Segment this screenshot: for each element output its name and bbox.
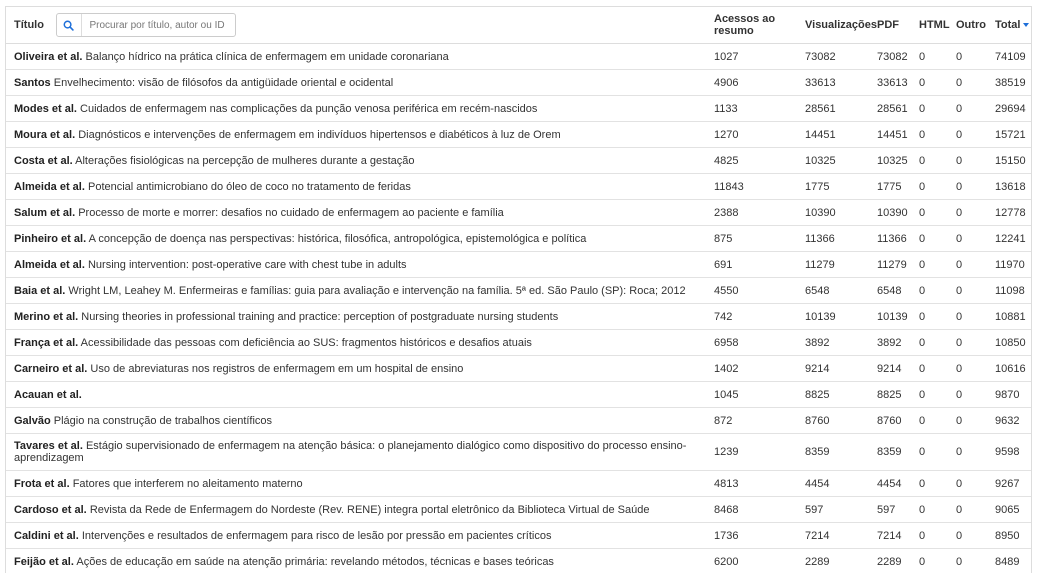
views-cell: 10390 [797, 200, 869, 226]
article-cell[interactable] [6, 523, 706, 549]
views-cell: 8760 [797, 408, 869, 434]
total-cell: 38519 [987, 70, 1032, 96]
abstract-cell: 8468 [706, 497, 797, 523]
views-cell: 73082 [797, 44, 869, 70]
article-title: Alterações fisiológicas na percepção de mulheres durante a gestação [75, 154, 415, 167]
abstract-cell: 6958 [706, 330, 797, 356]
pdf-cell: 4454 [869, 471, 911, 497]
total-cell: 8489 [987, 549, 1032, 573]
article-cell[interactable] [6, 549, 706, 573]
total-column-header[interactable] [987, 7, 1032, 44]
pdf-cell: 8760 [869, 408, 911, 434]
article-title: Envelhecimento: visão de filósofos da antigüidade oriental e ocidental [53, 76, 394, 89]
article-title: Processo de morte e morrer: desafios no cuidado de enfermagem ao paciente e família [78, 206, 504, 219]
abstract-cell: 1239 [706, 434, 797, 471]
article-author: Moura et al. [14, 128, 76, 141]
html-cell: 0 [911, 200, 948, 226]
html-cell: 0 [911, 497, 948, 523]
html-cell: 0 [911, 70, 948, 96]
total-cell: 10850 [987, 330, 1032, 356]
views-cell: 2289 [797, 549, 869, 573]
article-cell[interactable] [6, 96, 706, 122]
html-cell: 0 [911, 278, 948, 304]
abstract-cell: 6200 [706, 549, 797, 573]
table-row [6, 44, 1032, 70]
total-cell: 13618 [987, 174, 1032, 200]
pdf-cell: 10139 [869, 304, 911, 330]
total-cell: 15721 [987, 122, 1032, 148]
pdf-cell: 1775 [869, 174, 911, 200]
other-column-header[interactable]: Outro [948, 7, 987, 44]
abstract-cell: 4813 [706, 471, 797, 497]
total-cell: 74109 [987, 44, 1032, 70]
total-cell: 11098 [987, 278, 1032, 304]
article-title: Cuidados de enfermagem nas complicações da punção venosa periférica em recém-nascidos [80, 102, 538, 115]
total-cell: 9598 [987, 434, 1032, 471]
abstract-cell: 4550 [706, 278, 797, 304]
views-cell: 11279 [797, 252, 869, 278]
table-row [6, 408, 1032, 434]
article-title: Revista da Rede de Enfermagem do Nordeste (Rev. RENE) integra portal eletrônico da Biblioteca Virtual de Saúde [89, 503, 650, 516]
other-cell: 0 [948, 226, 987, 252]
abstract-cell: 1133 [706, 96, 797, 122]
pdf-cell: 11366 [869, 226, 911, 252]
article-title: Uso de abreviaturas nos registros de enfermagem em um hospital de ensino [90, 362, 464, 375]
article-cell[interactable] [6, 174, 706, 200]
views-cell: 8825 [797, 382, 869, 408]
other-cell: 0 [948, 122, 987, 148]
article-title: Acessibilidade das pessoas com deficiência ao SUS: fragmentos históricos e desafios atuais [80, 336, 532, 349]
other-cell: 0 [948, 252, 987, 278]
total-cell: 9632 [987, 408, 1032, 434]
abstract-column-header[interactable]: Acessos ao resumo [706, 7, 797, 44]
title-column-label: Título [14, 19, 44, 31]
html-cell: 0 [911, 523, 948, 549]
article-author: Santos [14, 76, 51, 89]
article-cell[interactable] [6, 122, 706, 148]
table-row [6, 200, 1032, 226]
pdf-cell: 8825 [869, 382, 911, 408]
article-stats-panel [5, 6, 1032, 573]
total-cell: 10881 [987, 304, 1032, 330]
total-cell: 11970 [987, 252, 1032, 278]
total-cell: 15150 [987, 148, 1032, 174]
sort-desc-icon [1023, 23, 1029, 27]
article-author: Caldini et al. [14, 529, 79, 542]
abstract-cell: 4906 [706, 70, 797, 96]
pdf-cell: 11279 [869, 252, 911, 278]
article-author: Tavares et al. [14, 440, 83, 452]
article-cell[interactable] [6, 471, 706, 497]
article-cell[interactable] [6, 497, 706, 523]
article-author: Salum et al. [14, 206, 76, 219]
article-author: Acauan et al. [14, 388, 82, 401]
article-cell[interactable] [6, 70, 706, 96]
article-cell[interactable] [6, 382, 706, 408]
pdf-cell: 28561 [869, 96, 911, 122]
pdf-cell: 2289 [869, 549, 911, 573]
table-row [6, 226, 1032, 252]
table-row [6, 278, 1032, 304]
abstract-cell: 691 [706, 252, 797, 278]
views-cell: 7214 [797, 523, 869, 549]
article-title: Estágio supervisionado de enfermagem na atenção básica: o planejamento dialógico como dispositivo do processo ensino-aprendizagem [14, 440, 687, 464]
pdf-cell: 14451 [869, 122, 911, 148]
other-cell: 0 [948, 174, 987, 200]
table-row [6, 549, 1032, 573]
other-cell: 0 [948, 304, 987, 330]
article-author: Pinheiro et al. [14, 232, 87, 245]
article-title: Ações de educação em saúde na atenção primária: revelando métodos, técnicas e bases teóricas [76, 555, 554, 568]
article-author: Costa et al. [14, 154, 73, 167]
article-cell[interactable] [6, 304, 706, 330]
other-cell: 0 [948, 70, 987, 96]
article-title: Nursing theories in professional training and practice: perception of postgraduate nursing students [81, 310, 559, 323]
article-cell[interactable] [6, 226, 706, 252]
article-title: Diagnósticos e intervenções de enfermagem em indivíduos hipertensos e diabéticos à luz de Orem [78, 128, 561, 141]
table-row [6, 330, 1032, 356]
html-cell: 0 [911, 330, 948, 356]
other-cell: 0 [948, 330, 987, 356]
pdf-cell: 3892 [869, 330, 911, 356]
other-cell: 0 [948, 408, 987, 434]
article-author: Frota et al. [14, 477, 70, 490]
search-input[interactable] [82, 20, 235, 31]
abstract-cell: 1270 [706, 122, 797, 148]
total-cell: 9870 [987, 382, 1032, 408]
html-cell: 0 [911, 44, 948, 70]
table-row [6, 70, 1032, 96]
html-cell: 0 [911, 122, 948, 148]
table-body [6, 44, 1032, 573]
other-cell: 0 [948, 471, 987, 497]
table-row [6, 434, 1032, 471]
table-row [6, 148, 1032, 174]
total-cell: 8950 [987, 523, 1032, 549]
table-row [6, 471, 1032, 497]
html-cell: 0 [911, 408, 948, 434]
article-author: Feijão et al. [14, 555, 74, 568]
table-row [6, 497, 1032, 523]
title-column-header [6, 7, 706, 44]
article-cell[interactable] [6, 330, 706, 356]
article-cell[interactable] [6, 434, 706, 471]
article-title: Nursing intervention: post-operative care with chest tube in adults [87, 258, 407, 271]
abstract-cell: 1045 [706, 382, 797, 408]
article-author: Cardoso et al. [14, 503, 87, 516]
article-author: Baia et al. [14, 284, 66, 297]
article-cell[interactable] [6, 252, 706, 278]
html-cell: 0 [911, 226, 948, 252]
article-stats-table [6, 7, 1032, 573]
article-title: Wright LM, Leahey M. Enfermeiras e famílias: guia para avaliação e intervenção na família. 5ª ed. São Paulo (SP): Roca; 2012 [68, 284, 686, 297]
article-title: Balanço hídrico na prática clínica de enfermagem em unidade coronariana [85, 50, 449, 63]
other-cell: 0 [948, 148, 987, 174]
article-author: França et al. [14, 336, 79, 349]
views-column-header[interactable]: Visualizações [797, 7, 869, 44]
article-title: Potencial antimicrobiano do óleo de coco no tratamento de feridas [87, 180, 411, 193]
views-cell: 6548 [797, 278, 869, 304]
views-cell: 10139 [797, 304, 869, 330]
abstract-cell: 875 [706, 226, 797, 252]
html-cell: 0 [911, 96, 948, 122]
total-cell: 9065 [987, 497, 1032, 523]
views-cell: 33613 [797, 70, 869, 96]
html-cell: 0 [911, 148, 948, 174]
abstract-cell: 11843 [706, 174, 797, 200]
pdf-cell: 8359 [869, 434, 911, 471]
table-header-row [6, 7, 1032, 44]
other-cell: 0 [948, 200, 987, 226]
abstract-cell: 872 [706, 408, 797, 434]
other-cell: 0 [948, 44, 987, 70]
html-cell: 0 [911, 356, 948, 382]
total-cell: 9267 [987, 471, 1032, 497]
article-title: Plágio na construção de trabalhos científicos [53, 414, 273, 427]
article-author: Modes et al. [14, 102, 77, 115]
article-author: Galvão [14, 414, 51, 427]
article-cell[interactable] [6, 278, 706, 304]
views-cell: 8359 [797, 434, 869, 471]
pdf-cell: 7214 [869, 523, 911, 549]
total-cell: 29694 [987, 96, 1032, 122]
html-cell: 0 [911, 471, 948, 497]
other-cell: 0 [948, 96, 987, 122]
abstract-cell: 4825 [706, 148, 797, 174]
html-cell: 0 [911, 304, 948, 330]
html-column-header[interactable]: HTML [911, 7, 948, 44]
pdf-cell: 6548 [869, 278, 911, 304]
total-cell: 12778 [987, 200, 1032, 226]
article-title: Fatores que interferem no aleitamento materno [72, 477, 303, 490]
pdf-cell: 9214 [869, 356, 911, 382]
html-cell: 0 [911, 252, 948, 278]
pdf-cell: 10325 [869, 148, 911, 174]
table-row [6, 356, 1032, 382]
article-cell[interactable] [6, 148, 706, 174]
table-row [6, 523, 1032, 549]
views-cell: 11366 [797, 226, 869, 252]
views-cell: 9214 [797, 356, 869, 382]
table-row [6, 174, 1032, 200]
other-cell: 0 [948, 278, 987, 304]
html-cell: 0 [911, 434, 948, 471]
table-row [6, 382, 1032, 408]
article-cell[interactable] [6, 200, 706, 226]
pdf-cell: 33613 [869, 70, 911, 96]
views-cell: 28561 [797, 96, 869, 122]
other-cell: 0 [948, 382, 987, 408]
views-cell: 4454 [797, 471, 869, 497]
pdf-cell: 10390 [869, 200, 911, 226]
pdf-cell: 597 [869, 497, 911, 523]
other-cell: 0 [948, 549, 987, 573]
article-title: Intervenções e resultados de enfermagem para risco de lesão por pressão em pacientes críticos [81, 529, 552, 542]
other-cell: 0 [948, 356, 987, 382]
article-author: Almeida et al. [14, 258, 85, 271]
abstract-cell: 1402 [706, 356, 797, 382]
pdf-column-header[interactable]: PDF [869, 7, 911, 44]
other-cell: 0 [948, 523, 987, 549]
views-cell: 10325 [797, 148, 869, 174]
search-box [56, 13, 236, 37]
total-column-label: Total [995, 19, 1021, 31]
article-cell[interactable] [6, 408, 706, 434]
abstract-cell: 742 [706, 304, 797, 330]
article-author: Oliveira et al. [14, 50, 83, 63]
table-row [6, 122, 1032, 148]
search-icon [63, 20, 74, 31]
html-cell: 0 [911, 549, 948, 573]
abstract-cell: 2388 [706, 200, 797, 226]
views-cell: 597 [797, 497, 869, 523]
views-cell: 1775 [797, 174, 869, 200]
article-author: Almeida et al. [14, 180, 85, 193]
article-cell[interactable] [6, 356, 706, 382]
table-row [6, 96, 1032, 122]
other-cell: 0 [948, 434, 987, 471]
table-row [6, 252, 1032, 278]
article-author: Merino et al. [14, 310, 79, 323]
search-button[interactable] [57, 14, 82, 36]
views-cell: 3892 [797, 330, 869, 356]
abstract-cell: 1027 [706, 44, 797, 70]
abstract-cell: 1736 [706, 523, 797, 549]
total-cell: 12241 [987, 226, 1032, 252]
article-cell[interactable] [6, 44, 706, 70]
table-row [6, 304, 1032, 330]
pdf-cell: 73082 [869, 44, 911, 70]
other-cell: 0 [948, 497, 987, 523]
article-title: A concepção de doença nas perspectivas: histórica, filosófica, antropológica, epistemológica e política [88, 232, 587, 245]
html-cell: 0 [911, 382, 948, 408]
html-cell: 0 [911, 174, 948, 200]
article-author: Carneiro et al. [14, 362, 88, 375]
views-cell: 14451 [797, 122, 869, 148]
total-cell: 10616 [987, 356, 1032, 382]
